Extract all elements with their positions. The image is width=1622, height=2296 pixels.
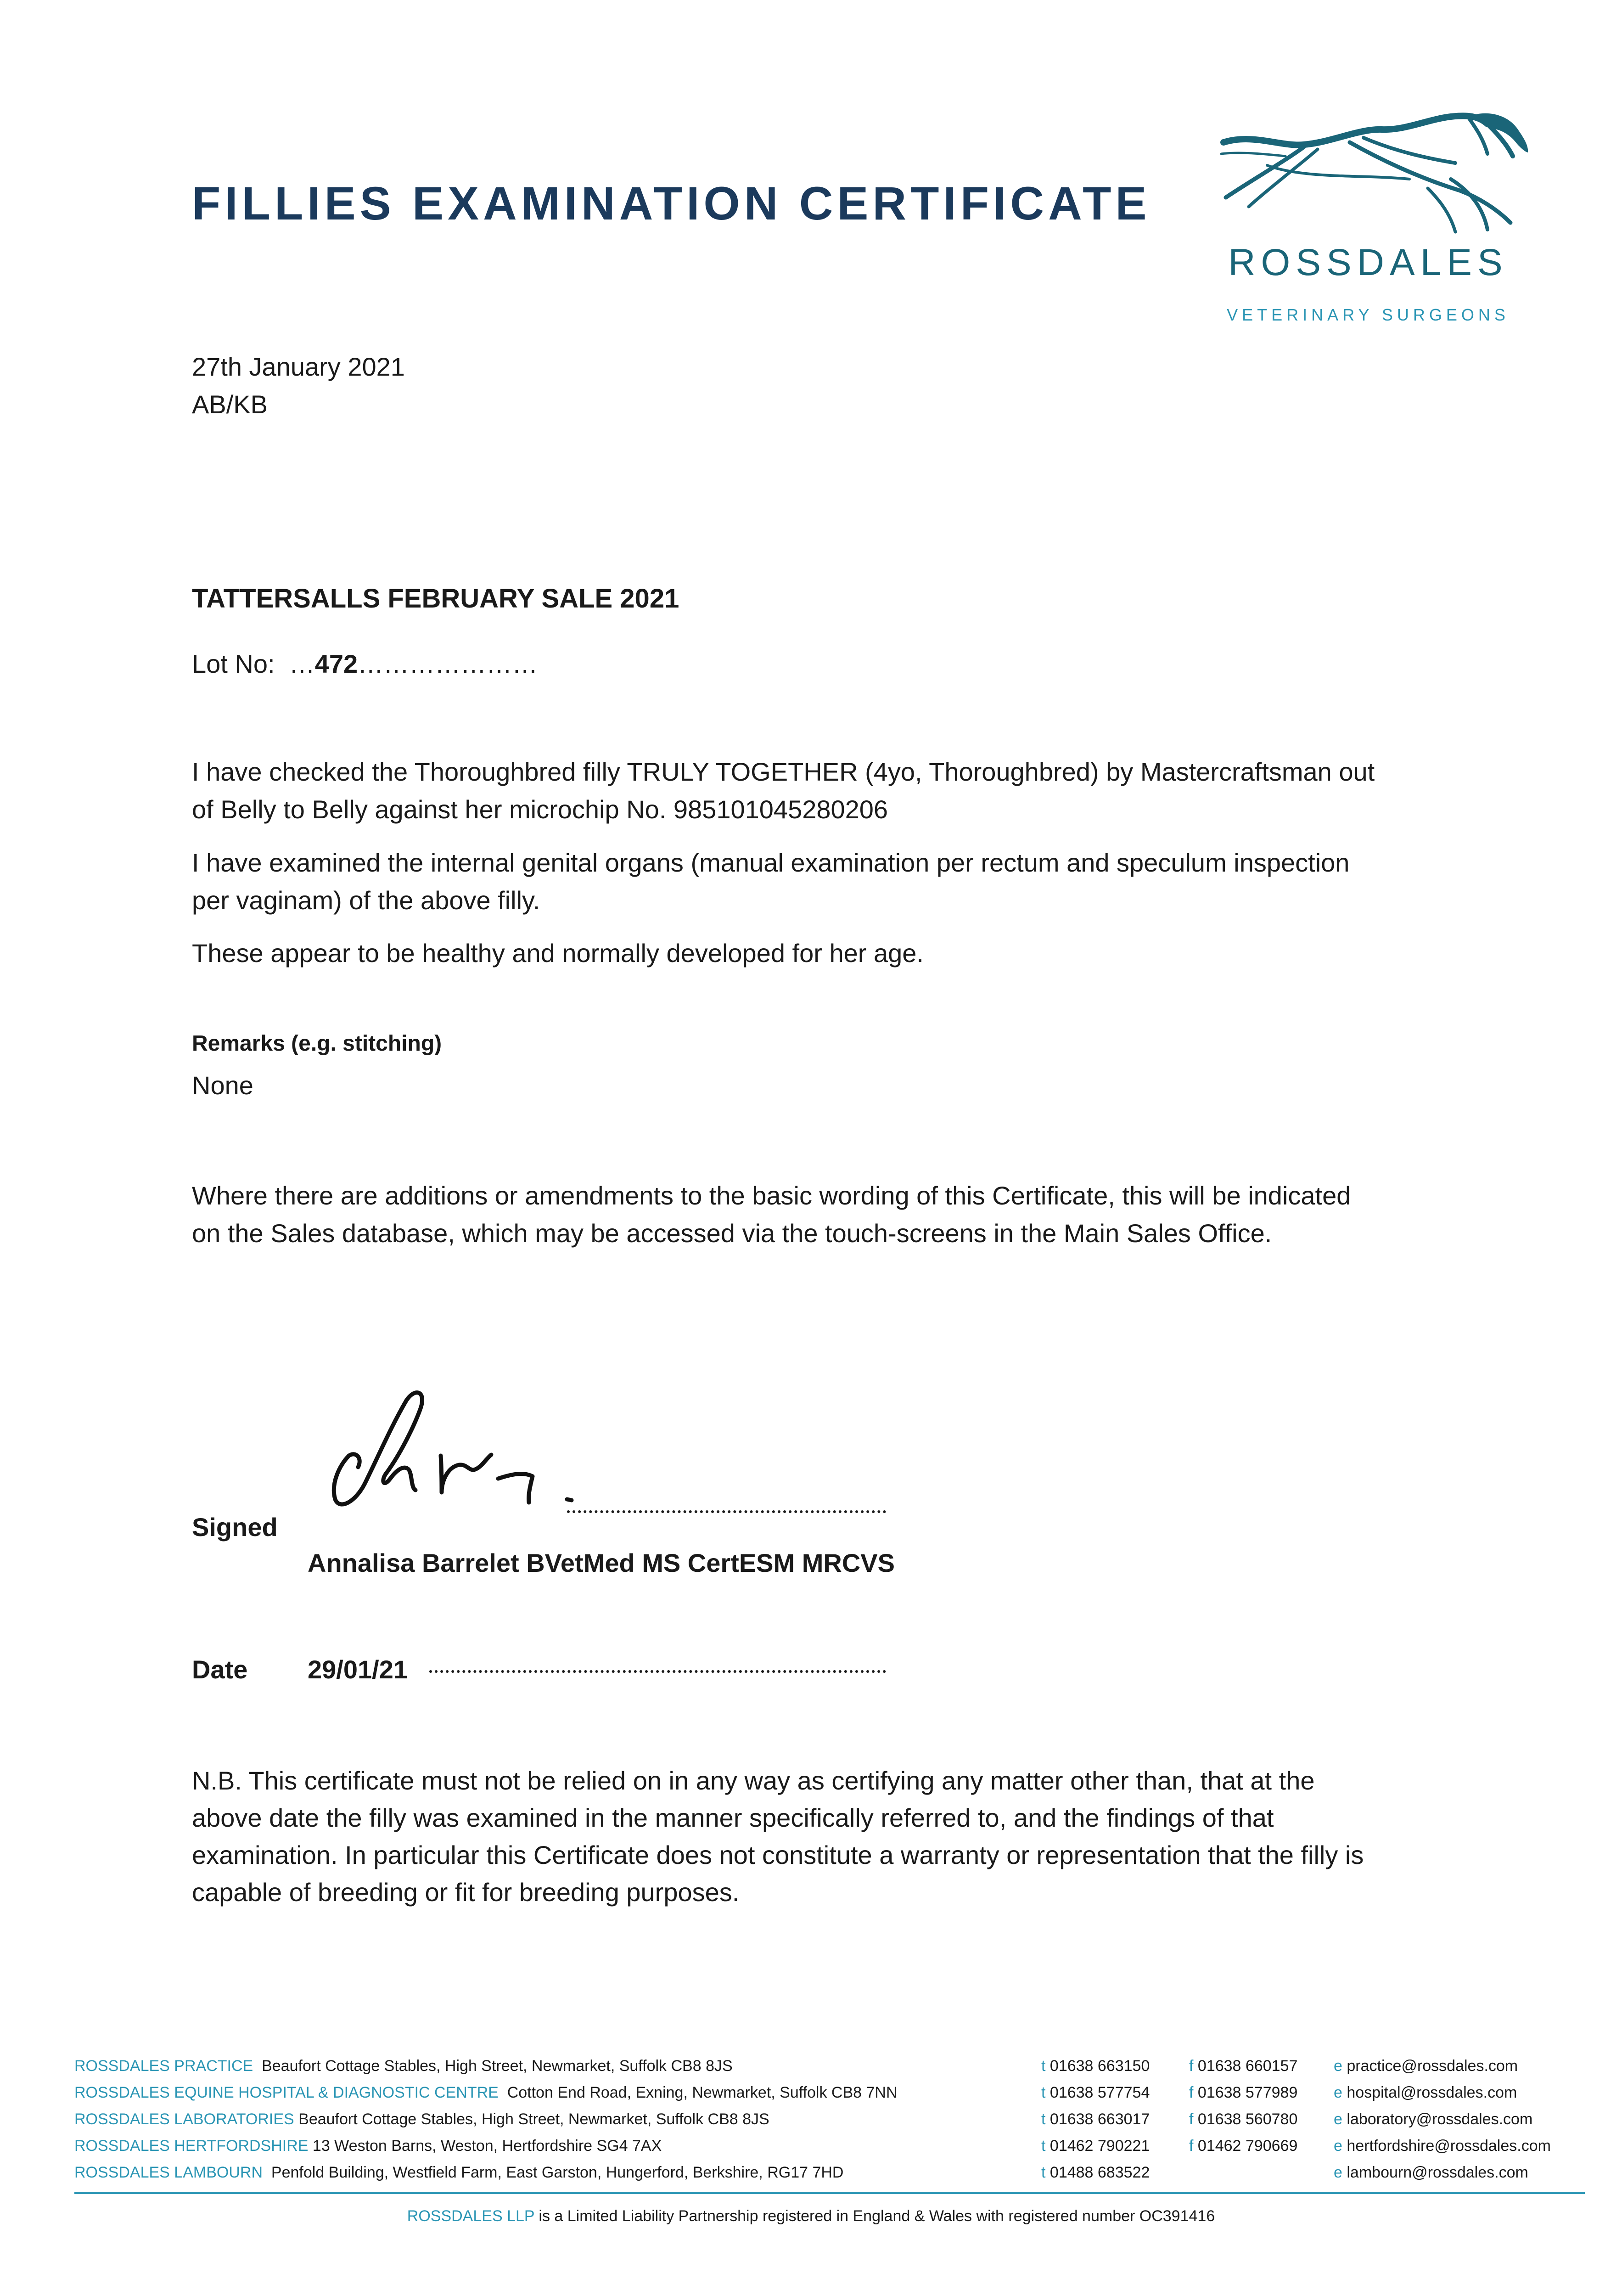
amendments-line1: Where there are additions or amendments to the basic wording of this Certificate, this will be indicated xyxy=(192,1181,1351,1210)
footer-address: Penfold Building, Westfield Farm, East Garston, Hungerford, Berkshire, RG17 7HD xyxy=(271,2164,844,2181)
certificate-title: FILLIES EXAMINATION CERTIFICATE xyxy=(192,177,1151,230)
footer-address: Beaufort Cottage Stables, High Street, Newmarket, Suffolk CB8 8JS xyxy=(298,2110,769,2128)
footer-org-name: ROSSDALES LABORATORIES xyxy=(74,2110,294,2128)
footer-phone xyxy=(1041,2133,1150,2159)
footer-fax xyxy=(1189,2079,1297,2106)
footer-fax xyxy=(1189,2133,1297,2159)
footer-address: 13 Weston Barns, Weston, Hertfordshire SG4 7AX xyxy=(312,2137,662,2155)
footer-row-lambourn xyxy=(74,2159,843,2186)
logo-tagline: VETERINARY SURGEONS xyxy=(1227,305,1510,324)
email-prefix: e xyxy=(1334,2137,1342,2155)
fax-prefix: f xyxy=(1189,2057,1194,2075)
footer-phone xyxy=(1041,2159,1150,2186)
email-prefix: e xyxy=(1334,2110,1342,2128)
fax-prefix: f xyxy=(1189,2084,1194,2101)
fax-number: 01638 577989 xyxy=(1197,2084,1298,2101)
date-value: 29/01/21 xyxy=(308,1655,408,1684)
footer-row-laboratories xyxy=(74,2106,769,2133)
footer-fax xyxy=(1189,2106,1297,2133)
fax-prefix: f xyxy=(1189,2137,1194,2155)
signature-line xyxy=(567,1510,886,1513)
sale-title: TATTERSALLS FEBRUARY SALE 2021 xyxy=(192,584,679,613)
footer-email xyxy=(1334,2106,1532,2133)
footer-org-name: ROSSDALES HERTFORDSHIRE xyxy=(74,2137,309,2155)
footer-phone xyxy=(1041,2079,1150,2106)
footer-org-name: ROSSDALES LAMBOURN xyxy=(74,2164,263,2181)
footer-row-practice xyxy=(74,2053,733,2079)
footer-row-hertfordshire xyxy=(74,2133,662,2159)
legal-name: ROSSDALES LLP xyxy=(407,2207,534,2225)
lot-prefix: … xyxy=(289,649,315,678)
email-prefix: e xyxy=(1334,2164,1342,2181)
footer-address: Cotton End Road, Exning, Newmarket, Suffolk CB8 7NN xyxy=(507,2084,898,2101)
phone-prefix: t xyxy=(1041,2084,1046,2101)
legal-notice xyxy=(0,2203,1622,2229)
paragraph1-line1: I have checked the Thoroughbred filly TRULY TOGETHER (4yo, Thoroughbred) by Mastercraftsman out xyxy=(192,757,1375,786)
footer-phone xyxy=(1041,2053,1150,2079)
email-prefix: e xyxy=(1334,2057,1342,2075)
footer-org-name: ROSSDALES EQUINE HOSPITAL & DIAGNOSTIC CENTRE xyxy=(74,2084,499,2101)
handwritten-signature xyxy=(321,1378,578,1525)
paragraph2-line1: I have examined the internal genital organs (manual examination per rectum and speculum inspection xyxy=(192,848,1350,877)
amendments-line2: on the Sales database, which may be accessed via the touch-screens in the Main Sales Office. xyxy=(192,1219,1272,1248)
footer-email xyxy=(1334,2159,1528,2186)
letter-date: 27th January 2021 xyxy=(192,352,405,381)
lot-number: 472 xyxy=(314,649,358,678)
fax-number: 01462 790669 xyxy=(1197,2137,1298,2155)
fax-prefix: f xyxy=(1189,2110,1194,2128)
phone-number: 01638 577754 xyxy=(1050,2084,1150,2101)
fax-number: 01638 660157 xyxy=(1197,2057,1298,2075)
date-line xyxy=(429,1670,886,1673)
fax-number: 01638 560780 xyxy=(1197,2110,1298,2128)
galloping-horse-logo-icon xyxy=(1212,110,1533,243)
nb-line3: examination. In particular this Certificate does not constitute a warranty or representation that the filly is xyxy=(192,1840,1364,1869)
footer-row-hospital xyxy=(74,2079,898,2106)
footer-email xyxy=(1334,2053,1518,2079)
email-prefix: e xyxy=(1334,2084,1342,2101)
phone-prefix: t xyxy=(1041,2137,1046,2155)
footer-org-name: ROSSDALES PRACTICE xyxy=(74,2057,253,2075)
email-address: laboratory@rossdales.com xyxy=(1347,2110,1533,2128)
footer-email xyxy=(1334,2133,1551,2159)
nb-line1: N.B. This certificate must not be relied on in any way as certifying any matter other than, that at the xyxy=(192,1766,1315,1795)
footer-fax xyxy=(1189,2053,1297,2079)
phone-number: 01638 663017 xyxy=(1050,2110,1150,2128)
phone-prefix: t xyxy=(1041,2057,1046,2075)
email-address: hospital@rossdales.com xyxy=(1347,2084,1517,2101)
phone-number: 01638 663150 xyxy=(1050,2057,1150,2075)
paragraph1-line2: of Belly to Belly against her microchip No. 985101045280206 xyxy=(192,795,888,824)
lot-suffix: ………………… xyxy=(358,649,538,678)
date-label: Date xyxy=(192,1655,248,1684)
letter-reference: AB/KB xyxy=(192,390,268,419)
lot-number-line xyxy=(192,645,538,683)
remarks-value: None xyxy=(192,1071,253,1100)
email-address: lambourn@rossdales.com xyxy=(1347,2164,1528,2181)
nb-line4: capable of breeding or fit for breeding purposes. xyxy=(192,1878,740,1907)
legal-text: is a Limited Liability Partnership registered in England & Wales with registered number OC391416 xyxy=(539,2207,1215,2225)
paragraph3: These appear to be healthy and normally developed for her age. xyxy=(192,939,924,968)
email-address: hertfordshire@rossdales.com xyxy=(1347,2137,1551,2155)
footer-divider xyxy=(74,2192,1585,2194)
phone-prefix: t xyxy=(1041,2164,1046,2181)
rossdales-logo xyxy=(1212,110,1533,340)
footer-address: Beaufort Cottage Stables, High Street, Newmarket, Suffolk CB8 8JS xyxy=(262,2057,733,2075)
email-address: practice@rossdales.com xyxy=(1347,2057,1518,2075)
signed-label: Signed xyxy=(192,1513,278,1542)
paragraph2-line2: per vaginam) of the above filly. xyxy=(192,886,540,915)
logo-brand-name: ROSSDALES xyxy=(1228,242,1508,283)
footer-phone xyxy=(1041,2106,1150,2133)
signatory-name: Annalisa Barrelet BVetMed MS CertESM MRCVS xyxy=(308,1548,895,1577)
remarks-label: Remarks (e.g. stitching) xyxy=(192,1031,442,1056)
lot-label: Lot No: xyxy=(192,649,275,678)
footer-email xyxy=(1334,2079,1517,2106)
nb-line2: above date the filly was examined in the manner specifically referred to, and the findings of that xyxy=(192,1803,1274,1832)
phone-number: 01488 683522 xyxy=(1050,2164,1150,2181)
phone-number: 01462 790221 xyxy=(1050,2137,1150,2155)
phone-prefix: t xyxy=(1041,2110,1046,2128)
